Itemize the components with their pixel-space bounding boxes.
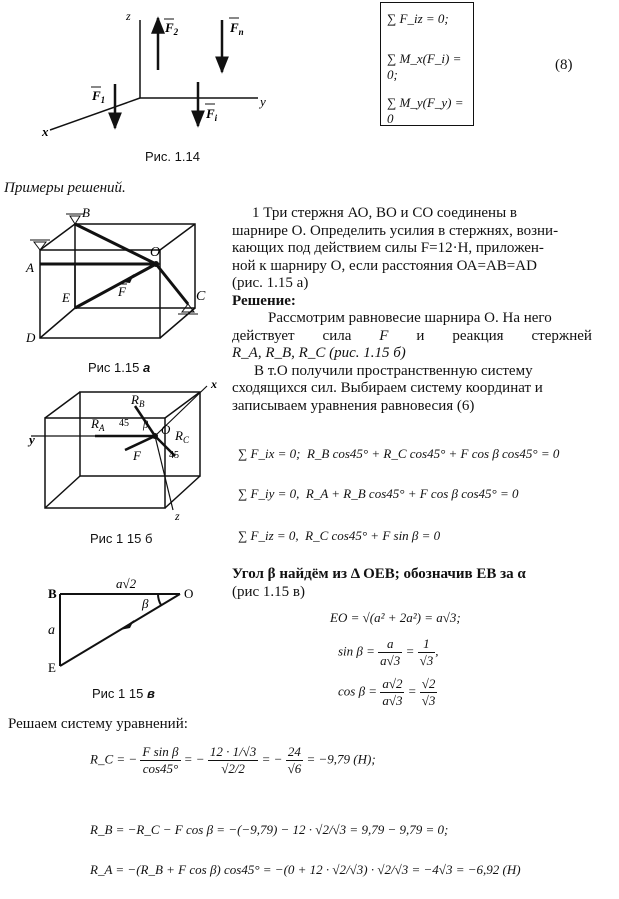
equation-sum-fy: ∑ F_iy = 0, R_A + R_B cos45° + F cos β cos45° = 0 bbox=[238, 486, 519, 501]
equation-rc: R_C = − $\frac{\text{F sin β}}{\cos 45^\circ}$ = − $\frac{12 \cdot 1/√3}{√2/2}$ = − $\frac{24}{√6}$ = −9,79 (H); bbox=[90, 744, 376, 776]
side-a-label: a bbox=[48, 623, 55, 638]
angle-45-right: 45 bbox=[169, 450, 179, 461]
point-e-label: E bbox=[48, 660, 56, 675]
rc-label: $R_C$ bbox=[175, 428, 189, 445]
rod-bo bbox=[75, 224, 156, 264]
system8-eq3: ∑ M_y(F_y) = 0 bbox=[387, 95, 464, 126]
point-o-label: O bbox=[184, 586, 194, 601]
equation-sum-fz: ∑ F_iz = 0, R_C cos45° + F sin β = 0 bbox=[238, 528, 441, 543]
rod-co bbox=[156, 264, 188, 304]
fig-1-15a-caption: Рис 1.15 а bbox=[88, 360, 151, 375]
equation-cos-beta: cos β = $\frac{a√2}{a√3}$ = $\frac{√2}{√3}$ bbox=[338, 676, 436, 708]
point-c-label: C bbox=[196, 289, 206, 304]
fn-label: $F_n$ bbox=[230, 20, 244, 37]
equation-ra: R_A = −(R_B + F cos β) cos45° = −(0 + 12 · √2/√3) · √2/√3 = −4√3 = −6,92 (H) bbox=[90, 862, 521, 877]
z-label: z bbox=[126, 9, 131, 23]
point-d-label: D bbox=[26, 330, 36, 345]
z-label: z bbox=[175, 509, 180, 523]
angle-45-left: 45 bbox=[119, 418, 129, 429]
x-label: x bbox=[211, 378, 217, 391]
ra-label: $R_A$ bbox=[91, 416, 105, 433]
side-a-root2-label: a√2 bbox=[116, 576, 137, 591]
fig-1-14-diagram bbox=[40, 0, 290, 140]
equation-system-8-box bbox=[380, 2, 474, 126]
fig-1-15v-diagram bbox=[30, 568, 210, 676]
point-o-label: O bbox=[150, 245, 161, 260]
angle-text-line1: Угол β найдём из Δ ОЕВ; обозначив ЕВ за α bbox=[232, 566, 526, 582]
f-label: F bbox=[133, 448, 141, 463]
y-label: y bbox=[29, 432, 35, 447]
equation-number-8: (8) bbox=[555, 57, 573, 73]
angle-text-line2: (рис 1.15 в) bbox=[232, 584, 306, 600]
fig-1-14-caption: Рис. 1.14 bbox=[145, 149, 200, 164]
force-f-line bbox=[75, 264, 156, 308]
fig-1-15v-caption: Рис 1 15 в bbox=[92, 686, 155, 701]
angle-beta-label: β bbox=[142, 596, 149, 611]
equation-eo: EO = √(a² + 2a²) = a√3; bbox=[330, 610, 461, 625]
equation-sum-fx: ∑ F_ix = 0; R_B cos45° + R_C cos45° + F cos β cos45° = 0 bbox=[238, 446, 560, 461]
fig-1-15a-diagram bbox=[20, 200, 220, 350]
system8-eq2: ∑ M_x(F_i) = 0; bbox=[387, 51, 462, 82]
solve-heading: Решаем систему уравнений: bbox=[8, 716, 188, 732]
f1-label: $F_1$ bbox=[92, 88, 106, 105]
problem-statement: 1 Три стержня АО, ВО и СО соединены в шарнире О. Определить усилия в стержнях, возни- кающих под действием силы F=12·H, приложен- ной к шарниру О, если расстояния ОА=АВ=АD (рис. 1.15 а) Решение: Рассмотрим равновесие шарнира О. На него действует сила F и реакция стержней R_A, R_B, R_C (рис. 1.15 б) В т.О получили пространственную систему сходящихся сил. Выбираем систему координат и записываем уравнения равновесия (6) bbox=[232, 205, 616, 415]
system8-eq1: ∑ F_iz = 0; bbox=[387, 11, 449, 26]
force-f-label: F bbox=[118, 284, 126, 299]
solution-label: Решение: bbox=[232, 292, 296, 309]
point-o-label: O bbox=[161, 422, 171, 437]
f2-label: $F_2$ bbox=[165, 20, 179, 37]
x-label: x bbox=[42, 124, 49, 139]
rb-label: $R_B$ bbox=[131, 392, 145, 409]
point-b-label: B bbox=[82, 205, 90, 220]
fi-label: $F_i$ bbox=[206, 106, 218, 123]
joint-o bbox=[153, 261, 159, 267]
point-a-label: A bbox=[26, 260, 34, 275]
examples-heading: Примеры решений. bbox=[4, 180, 126, 196]
fig-1-15b-caption: Рис 1 15 б bbox=[90, 531, 153, 546]
y-label: y bbox=[260, 94, 266, 109]
equation-sin-beta: sin β = $\frac{a}{a√3}$ = $\frac{1}{√3}$ , bbox=[338, 636, 439, 668]
point-b-label: B bbox=[48, 586, 57, 601]
z-axis-line bbox=[155, 436, 173, 510]
equation-rb: R_B = −R_C − F cos β = −(−9,79) − 12 · √2/√3 = 9,79 − 9,79 = 0; bbox=[90, 822, 449, 837]
point-e-label: E bbox=[62, 290, 70, 305]
angle-beta: β bbox=[143, 420, 148, 431]
fig-1-15b-diagram bbox=[25, 378, 225, 530]
